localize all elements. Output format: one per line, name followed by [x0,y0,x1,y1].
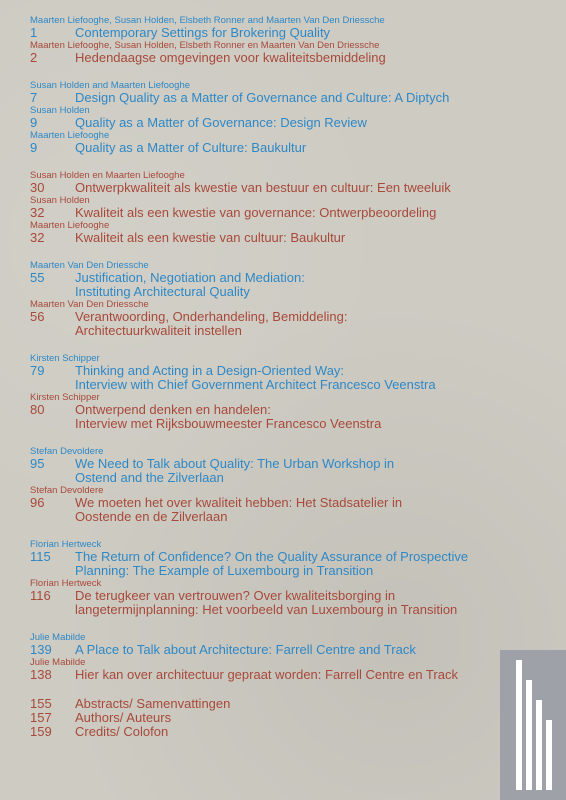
page-number: 32 [30,230,45,245]
entry-title: Quality as a Matter of Culture: Baukultur [75,140,307,155]
entry-title: We Need to Talk about Quality: The Urban Workshop in Ostend and the Zilverlaan [75,456,395,485]
toc-entry [30,539,530,578]
extra-title: Credits/ Colofon [75,724,169,739]
entry-author: Maarten Liefooghe, Susan Holden, Elsbeth Ronner en Maarten Van Den Driessche [30,40,380,51]
toc-group [30,446,530,524]
entry-title: A Place to Talk about Architecture: Farrell Centre and Track [75,642,416,657]
toc-entry [30,195,530,220]
entry-author: Florian Hertweck [30,578,102,589]
page-number: 9 [30,115,38,130]
toc-entry [30,15,530,40]
entry-author: Julie Mabilde [30,657,86,668]
entry-author: Kirsten Schipper [30,353,100,364]
publisher-logo-strip [500,650,566,800]
entry-title: Ontwerpend denken en handelen: Interview met Rijksbouwmeester Francesco Veenstra [75,402,382,431]
toc-group [30,80,530,155]
toc-group [30,539,530,617]
entry-title: Hier kan over architectuur gepraat worden: Farrell Centre en Track [75,667,458,682]
page-number: 30 [30,180,45,195]
entry-title: Thinking and Acting in a Design-Oriented Way: Interview with Chief Government Architect Francesco Veenstra [75,363,436,392]
entry-author: Maarten Liefooghe, Susan Holden, Elsbeth Ronner and Maarten Van Den Driessche [30,15,385,26]
entry-row [30,496,530,524]
entry-row [30,403,530,431]
entry-title: We moeten het over kwaliteit hebben: Het Stadsatelier in Oostende en de Zilverlaan [75,495,403,524]
entry-author: Florian Hertweck [30,539,102,550]
entry-author: Susan Holden and Maarten Liefooghe [30,80,191,91]
entry-author: Susan Holden [30,105,90,116]
extra-title: Abstracts/ Samenvattingen [75,696,231,711]
entry-author: Susan Holden en Maarten Liefooghe [30,170,185,181]
entry-row [30,51,530,65]
entry-title: Kwaliteit als een kwestie van cultuur: Baukultur [75,230,346,245]
entry-row [30,116,530,130]
page-number: 2 [30,50,38,65]
page-number: 95 [30,456,45,471]
toc-entry [30,105,530,130]
entry-row [30,206,530,220]
page-number: 80 [30,402,45,417]
page-number: 155 [30,696,52,711]
page-number: 138 [30,667,52,682]
toc-extras [30,697,530,739]
entry-author: Maarten Van Den Driessche [30,260,149,271]
toc-group [30,260,530,338]
page-number: 159 [30,724,52,739]
page-number: 116 [30,588,51,603]
toc-entry [30,485,530,524]
entry-author: Maarten Liefooghe [30,220,110,231]
entry-title: Justification, Negotiation and Mediation: Instituting Architectural Quality [75,270,305,299]
toc-entry [30,632,530,657]
toc-entry [30,260,530,299]
entry-row [30,643,530,657]
toc-group [30,170,530,245]
entry-row [30,181,530,195]
extra-row [30,697,530,711]
entry-row [30,91,530,105]
page-number: 96 [30,495,45,510]
page-number: 79 [30,363,45,378]
table-of-contents [30,15,530,754]
page-number: 139 [30,642,52,657]
entry-title: Design Quality as a Matter of Governance and Culture: A Diptych [75,90,450,105]
entry-title: Ontwerpkwaliteit als kwestie van bestuur en cultuur: Een tweeluik [75,180,451,195]
entry-row [30,310,530,338]
toc-group [30,632,530,682]
extra-row [30,725,530,739]
page-number: 55 [30,270,45,285]
entry-row [30,271,530,299]
entry-row [30,364,530,392]
toc-entry [30,220,530,245]
page-number: 115 [30,549,51,564]
entry-author: Julie Mabilde [30,632,86,643]
entry-row [30,589,530,617]
toc-entry [30,392,530,431]
entry-author: Kirsten Schipper [30,392,100,403]
toc-entry [30,446,530,485]
entry-title: Kwaliteit als een kwestie van governance: Ontwerpbeoordeling [75,205,437,220]
page-number: 56 [30,309,45,324]
entry-title: Hedendaagse omgevingen voor kwaliteitsbemiddeling [75,50,386,65]
extra-row [30,711,530,725]
toc-entry [30,170,530,195]
toc-entry [30,299,530,338]
entry-author: Stefan Devoldere [30,446,104,457]
entry-author: Stefan Devoldere [30,485,104,496]
toc-entry [30,353,530,392]
entry-title: Verantwoording, Onderhandeling, Bemiddeling: Architectuurkwaliteit instellen [75,309,348,338]
toc-entry [30,40,530,65]
entry-title: De terugkeer van vertrouwen? Over kwaliteitsborging in langetermijnplanning: Het voorbeeld van Luxembourg in Transition [75,588,458,617]
toc-entry [30,130,530,155]
entry-row [30,550,530,578]
entry-author: Maarten Van Den Driessche [30,299,149,310]
publisher-logo-icon [510,660,556,790]
page-number: 1 [30,25,38,40]
page-number: 7 [30,90,38,105]
page-number: 157 [30,710,52,725]
toc-group [30,15,530,65]
entry-row [30,26,530,40]
entry-row [30,668,530,682]
extra-title: Authors/ Auteurs [75,710,172,725]
page-number: 32 [30,205,45,220]
entry-title: Contemporary Settings for Brokering Quality [75,25,331,40]
toc-entry [30,80,530,105]
entry-row [30,231,530,245]
entry-title: Quality as a Matter of Governance: Design Review [75,115,367,130]
entry-author: Susan Holden [30,195,90,206]
entry-row [30,457,530,485]
entry-title: The Return of Confidence? On the Quality Assurance of Prospective Planning: The Example of Luxembourg in Transition [75,549,469,578]
toc-entry [30,657,530,682]
toc-entry [30,578,530,617]
page-number: 9 [30,140,38,155]
toc-group [30,353,530,431]
entry-row [30,141,530,155]
entry-author: Maarten Liefooghe [30,130,110,141]
